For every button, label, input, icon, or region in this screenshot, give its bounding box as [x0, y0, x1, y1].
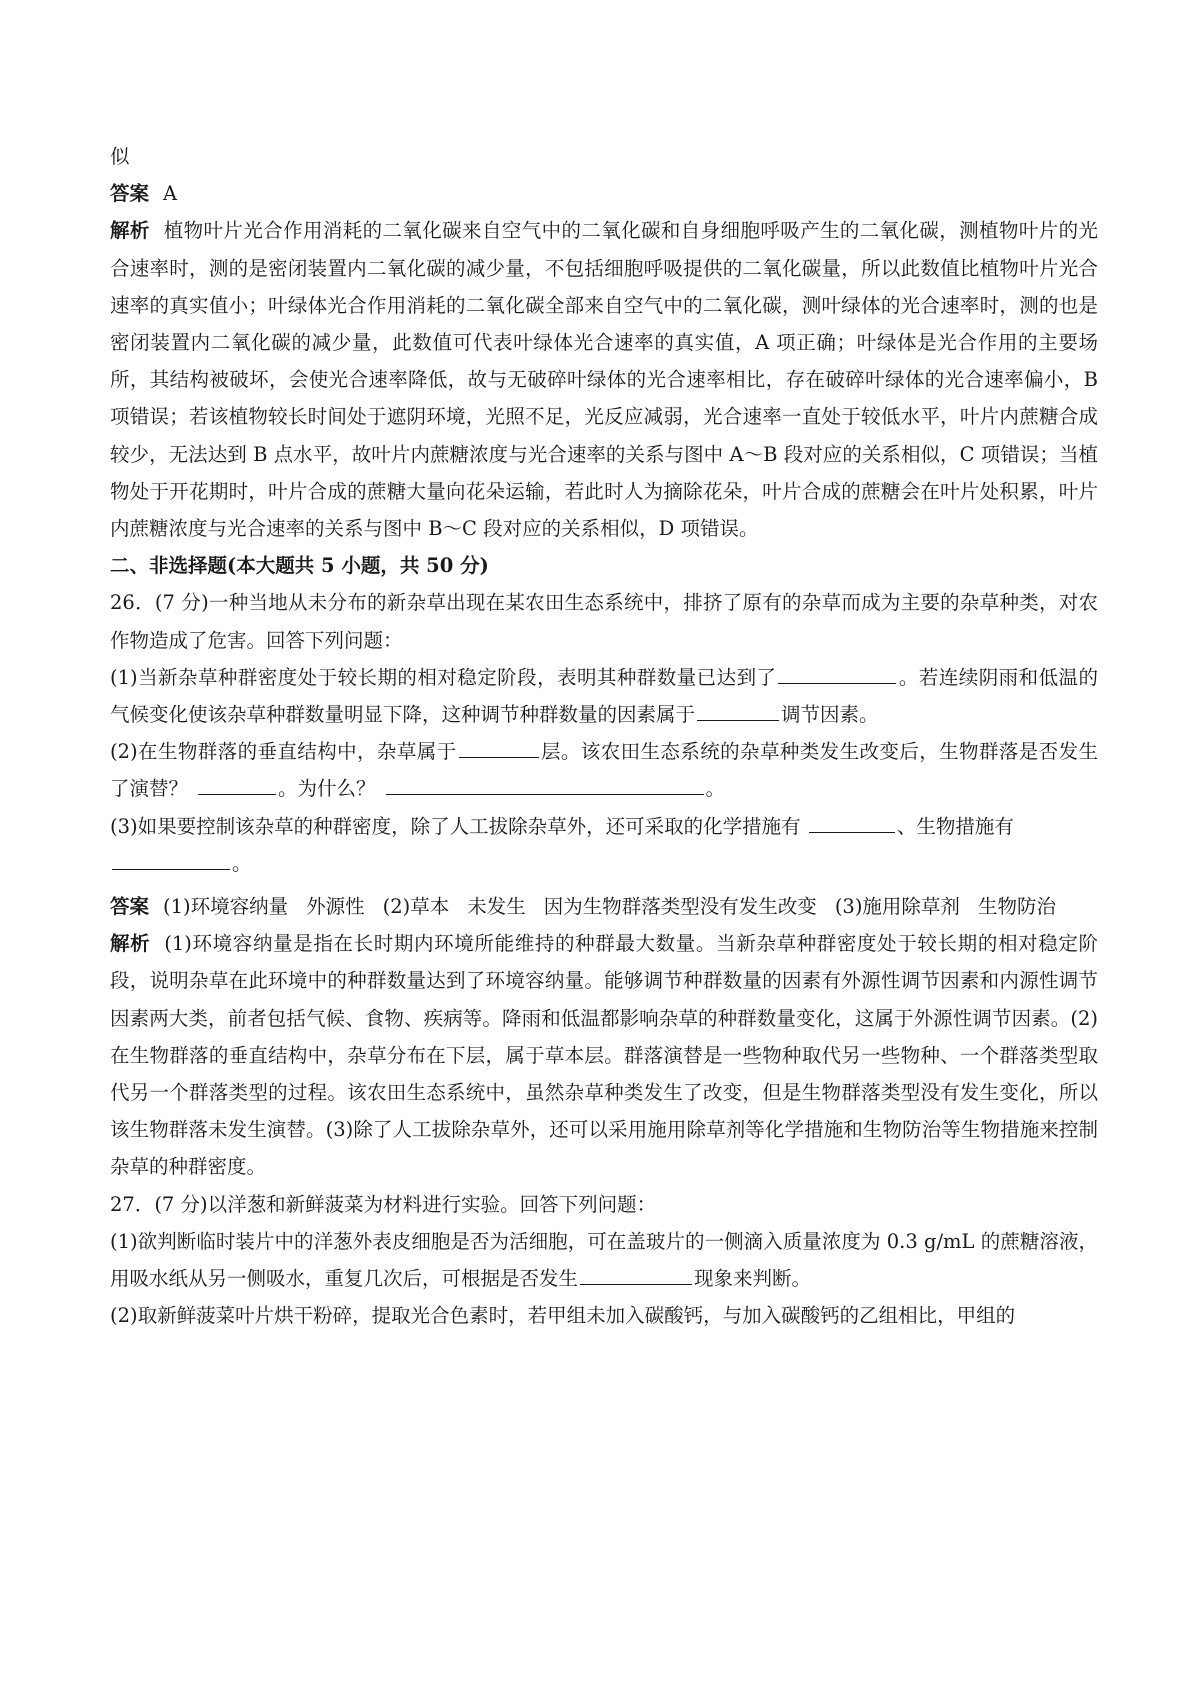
- answer-item: (1)环境容纳量: [163, 895, 289, 919]
- document-page: [110, 138, 1098, 1335]
- q26-p2-text-d: 。: [705, 777, 726, 801]
- question-27-part-1: [110, 1223, 1098, 1297]
- q27-p2-text-a: (2)取新鲜菠菜叶片烘干粉碎，提取光合色素时，若甲组未加入碳酸钙，与加入碳酸钙的乙组相比，甲组的: [110, 1304, 1016, 1328]
- analysis-tag: 解析: [110, 219, 150, 243]
- previous-question-tail: [110, 138, 1098, 175]
- answer-item: (2)草本: [382, 895, 450, 919]
- q27-p1-text-a: (1)欲判断临时装片中的洋葱外表皮细胞是否为活细胞，可在盖玻片的一侧滴入质量浓度为 0.3 g/mL 的蔗糖溶液，用吸水纸从另一侧吸水，重复几次后，可根据是否发生: [110, 1229, 1098, 1291]
- question-27-part-2: [110, 1297, 1098, 1334]
- answer-text: A: [163, 182, 178, 206]
- q26-p2-text-a: (2)在生物群落的垂直结构中，杂草属于: [110, 740, 457, 764]
- answer-tag: 答案: [110, 895, 150, 919]
- analysis-text: (1)环境容纳量是指在长时期内环境所能维持的种群最大数量。当新杂草种群密度处于较长期的相对稳定阶段，说明杂草在此环境中的种群数量达到了环境容纳量。能够调节种群数量的因素有外源性调节因素和内源性调节因素两大类，前者包括气候、食物、疾病等。降雨和低温都影响杂草的种群数量变化，这属于外源性调节因素。(2)在生物群落的垂直结构中，杂草分布在下层，属于草本层。群落演替是一些物种取代另一些物种、一个群落类型取代另一个群落类型的过程。该农田生态系统中，虽然杂草种类发生了改变，但是生物群落类型没有发生变化，所以该生物群落未发生演替。(3)除了人工拔除杂草外，还可以采用施用除草剂等化学措施和生物防治等生物措施来控制杂草的种群密度。: [110, 932, 1098, 1179]
- previous-analysis: [110, 212, 1098, 547]
- answer-item: 未发生: [467, 895, 526, 919]
- answer-item: (3)施用除草剂: [834, 895, 960, 919]
- answer-blank[interactable]: [386, 774, 704, 795]
- question-tail-text: 似: [110, 145, 130, 168]
- answer-tag: 答案: [110, 182, 150, 206]
- question-26-part-3: [110, 808, 1098, 882]
- analysis-text: 植物叶片光合作用消耗的二氧化碳来自空气中的二氧化碳和自身细胞呼吸产生的二氧化碳，测植物叶片的光合速率时，测的是密闭装置内二氧化碳的减少量，不包括细胞呼吸提供的二氧化碳量，所以此数值比植物叶片光合速率的真实值小；叶绿体光合作用消耗的二氧化碳全部来自空气中的二氧化碳，测叶绿体的光合速率时，测的也是密闭装置内二氧化碳的减少量，此数值可代表叶绿体光合速率的真实值，A 项正确；叶绿体是光合作用的主要场所，其结构被破坏，会使光合速率降低，故与无破碎叶绿体的光合速率相比，存在破碎叶绿体的光合速率偏小，B 项错误；若该植物较长时间处于遮阴环境，光照不足，光反应减弱，光合速率一直处于较低水平，叶片内蔗糖合成较少，无法达到 B 点水平，故叶片内蔗糖浓度与光合速率的关系与图中 A～B 段对应的关系相似，C 项错误；当植物处于开花期时，叶片合成的蔗糖大量向花朵运输，若此时人为摘除花朵，叶片合成的蔗糖会在叶片处积累，叶片内蔗糖浓度与光合速率的关系与图中 B～C 段对应的关系相似，D 项错误。: [110, 219, 1098, 541]
- question-26-answer: [110, 888, 1098, 925]
- q26-p3-text-b: 、生物措施有: [896, 814, 1014, 838]
- answer-blank[interactable]: [459, 737, 539, 758]
- q26-p1-text-a: (1)当新杂草种群密度处于较长期的相对稳定阶段，表明其种群数量已达到了: [110, 665, 777, 689]
- question-26-part-1: [110, 659, 1098, 733]
- answer-blank[interactable]: [580, 1264, 692, 1285]
- q27-p1-text-b: 现象来判断。: [694, 1267, 812, 1291]
- analysis-tag: 解析: [110, 932, 151, 956]
- answer-blank[interactable]: [809, 812, 895, 833]
- answer-blank[interactable]: [778, 663, 896, 684]
- section-heading: 二、非选择题(本大题共 5 小题，共 50 分): [110, 554, 489, 578]
- q26-p3-text-a: (3)如果要控制该杂草的种群密度，除了人工拔除杂草外，还可采取的化学措施有: [110, 814, 807, 838]
- question-26-part-2: [110, 733, 1098, 807]
- answer-item: 因为生物群落类型没有发生改变: [543, 895, 817, 919]
- answer-blank[interactable]: [112, 849, 230, 870]
- q26-p3-text-c: 。: [232, 851, 252, 875]
- q26-p1-text-b: 。若连续阴雨和低温的气候变化使该杂草种群数量明显下降，这种调节种群数量的因素属于: [110, 665, 1098, 727]
- question-26-analysis: [110, 925, 1098, 1185]
- question-26-stem: 26．(7 分)一种当地从未分布的新杂草出现在某农田生态系统中，排挤了原有的杂草而成为主要的杂草种类，对农作物造成了危害。回答下列问题：: [110, 591, 1098, 652]
- question-27-stem: 27．(7 分)以洋葱和新鲜菠菜为材料进行实验。回答下列问题：: [110, 1192, 657, 1216]
- previous-answer: [110, 175, 1098, 212]
- q26-p2-text-b: 层。该农田生态系统的杂草种类发生改变后，生物群落是否发生了演替？: [110, 740, 1098, 801]
- answer-item: 生物防治: [977, 895, 1056, 919]
- answer-blank[interactable]: [198, 774, 276, 795]
- answer-item: 外源性: [306, 895, 365, 919]
- answer-blank[interactable]: [697, 700, 779, 721]
- q26-p2-text-c: 。为什么？: [278, 777, 376, 801]
- q26-p1-text-c: 调节因素。: [781, 703, 879, 727]
